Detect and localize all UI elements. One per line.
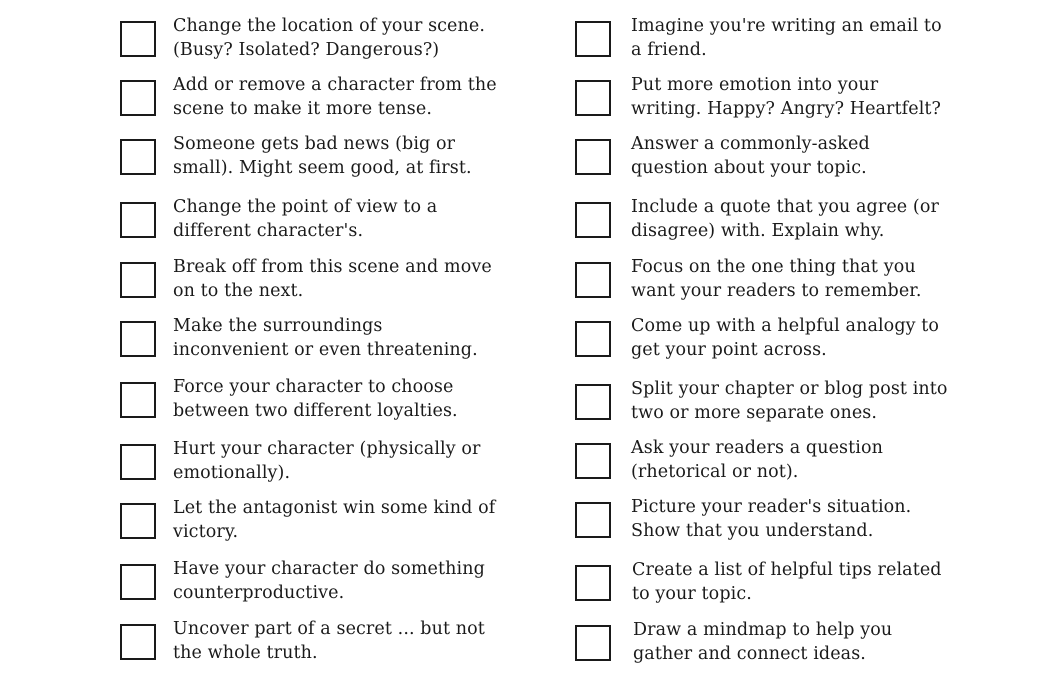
checkbox[interactable] — [575, 139, 611, 175]
item-text — [173, 14, 533, 62]
item-text — [173, 557, 533, 605]
checkbox[interactable] — [120, 321, 156, 357]
item-text-line: (rhetorical or not). — [631, 462, 799, 482]
checklist-item — [575, 495, 995, 547]
checkbox[interactable] — [575, 443, 611, 479]
item-text-line: to your topic. — [632, 584, 752, 604]
checkbox[interactable] — [120, 21, 156, 57]
checklist-item — [575, 377, 995, 429]
checkbox[interactable] — [120, 80, 156, 116]
item-text-line: victory. — [173, 522, 239, 542]
item-text — [173, 73, 533, 121]
checkbox[interactable] — [120, 262, 156, 298]
item-text-line: between two different loyalties. — [173, 401, 458, 421]
item-text-line: Have your character do something — [173, 559, 485, 579]
item-text-line: Split your chapter or blog post into — [631, 379, 948, 399]
checkbox[interactable] — [120, 444, 156, 480]
checklist-item — [575, 132, 995, 184]
item-text-line: Change the location of your scene. — [173, 16, 485, 36]
item-text-line: (Busy? Isolated? Dangerous?) — [173, 40, 440, 60]
item-text-line: Put more emotion into your — [631, 75, 879, 95]
checklist-item — [120, 73, 540, 125]
checklist-item — [120, 617, 540, 669]
item-text-line: Imagine you're writing an email to — [631, 16, 942, 36]
item-text-line: counterproductive. — [173, 583, 345, 603]
checklist-item — [575, 195, 995, 247]
item-text — [631, 195, 991, 243]
checklist-item — [575, 73, 995, 125]
checklist-item — [575, 436, 995, 488]
checklist-item — [575, 14, 995, 66]
item-text-line: get your point across. — [631, 340, 827, 360]
checklist-item — [120, 132, 540, 184]
item-text-line: on to the next. — [173, 281, 304, 301]
item-text-line: Picture your reader's situation. — [631, 497, 912, 517]
item-text-line: the whole truth. — [173, 643, 318, 663]
item-text-line: Force your character to choose — [173, 377, 454, 397]
checkbox[interactable] — [575, 80, 611, 116]
item-text-line: Draw a mindmap to help you — [633, 620, 893, 640]
checklist-item — [120, 195, 540, 247]
item-text-line: emotionally). — [173, 463, 291, 483]
item-text — [631, 73, 991, 121]
item-text — [173, 496, 533, 544]
checkbox[interactable] — [120, 382, 156, 418]
item-text-line: writing. Happy? Angry? Heartfelt? — [631, 99, 942, 119]
item-text — [173, 195, 533, 243]
item-text-line: Hurt your character (physically or — [173, 439, 481, 459]
checklist-item — [120, 375, 540, 427]
item-text — [631, 132, 991, 180]
item-text — [173, 314, 533, 362]
item-text — [631, 314, 991, 362]
checklist-item — [120, 557, 540, 609]
item-text-line: gather and connect ideas. — [633, 644, 866, 664]
checklist-item — [120, 314, 540, 366]
item-text-line: two or more separate ones. — [631, 403, 878, 423]
checklist-item — [120, 437, 540, 489]
checkbox[interactable] — [575, 262, 611, 298]
checkbox[interactable] — [120, 139, 156, 175]
checklist-item — [575, 314, 995, 366]
checklist-item — [575, 618, 995, 670]
item-text-line: Someone gets bad news (big or — [173, 134, 456, 154]
item-text-line: Answer a commonly-asked — [631, 134, 870, 154]
item-text — [173, 617, 533, 665]
checkbox[interactable] — [575, 321, 611, 357]
item-text — [173, 255, 533, 303]
item-text-line: Change the point of view to a — [173, 197, 438, 217]
item-text — [631, 14, 991, 62]
item-text — [173, 437, 533, 485]
item-text-line: want your readers to remember. — [631, 281, 922, 301]
checkbox[interactable] — [575, 625, 611, 661]
item-text-line: Uncover part of a secret ... but not — [173, 619, 485, 639]
item-text-line: scene to make it more tense. — [173, 99, 432, 119]
item-text-line: Show that you understand. — [631, 521, 874, 541]
item-text — [631, 436, 991, 484]
item-text-line: Create a list of helpful tips related — [632, 560, 942, 580]
checkbox[interactable] — [575, 502, 611, 538]
item-text — [632, 558, 992, 606]
checklist-item — [575, 558, 995, 610]
checkbox[interactable] — [120, 503, 156, 539]
item-text — [631, 495, 991, 543]
item-text-line: Come up with a helpful analogy to — [631, 316, 940, 336]
item-text-line: Add or remove a character from the — [173, 75, 497, 95]
checkbox[interactable] — [575, 202, 611, 238]
item-text — [631, 377, 991, 425]
checkbox[interactable] — [575, 21, 611, 57]
checklist-item — [120, 255, 540, 307]
checklist-item — [575, 255, 995, 307]
item-text-line: inconvenient or even threatening. — [173, 340, 478, 360]
item-text-line: Break off from this scene and move — [173, 257, 492, 277]
item-text — [173, 375, 533, 423]
item-text-line: Let the antagonist win some kind of — [173, 498, 496, 518]
item-text-line: disagree) with. Explain why. — [631, 221, 885, 241]
checkbox[interactable] — [120, 202, 156, 238]
item-text — [633, 618, 993, 666]
item-text-line: Make the surroundings — [173, 316, 383, 336]
item-text — [631, 255, 991, 303]
checkbox[interactable] — [575, 384, 611, 420]
item-text-line: Ask your readers a question — [631, 438, 883, 458]
item-text-line: different character's. — [173, 221, 364, 241]
checkbox[interactable] — [120, 564, 156, 600]
checkbox[interactable] — [575, 565, 611, 601]
item-text-line: a friend. — [631, 40, 707, 60]
checkbox[interactable] — [120, 624, 156, 660]
item-text-line: Include a quote that you agree (or — [631, 197, 939, 217]
checklist-item — [120, 496, 540, 548]
item-text-line: small). Might seem good, at first. — [173, 158, 472, 178]
checklist-item — [120, 14, 540, 66]
item-text — [173, 132, 533, 180]
item-text-line: Focus on the one thing that you — [631, 257, 916, 277]
item-text-line: question about your topic. — [631, 158, 867, 178]
